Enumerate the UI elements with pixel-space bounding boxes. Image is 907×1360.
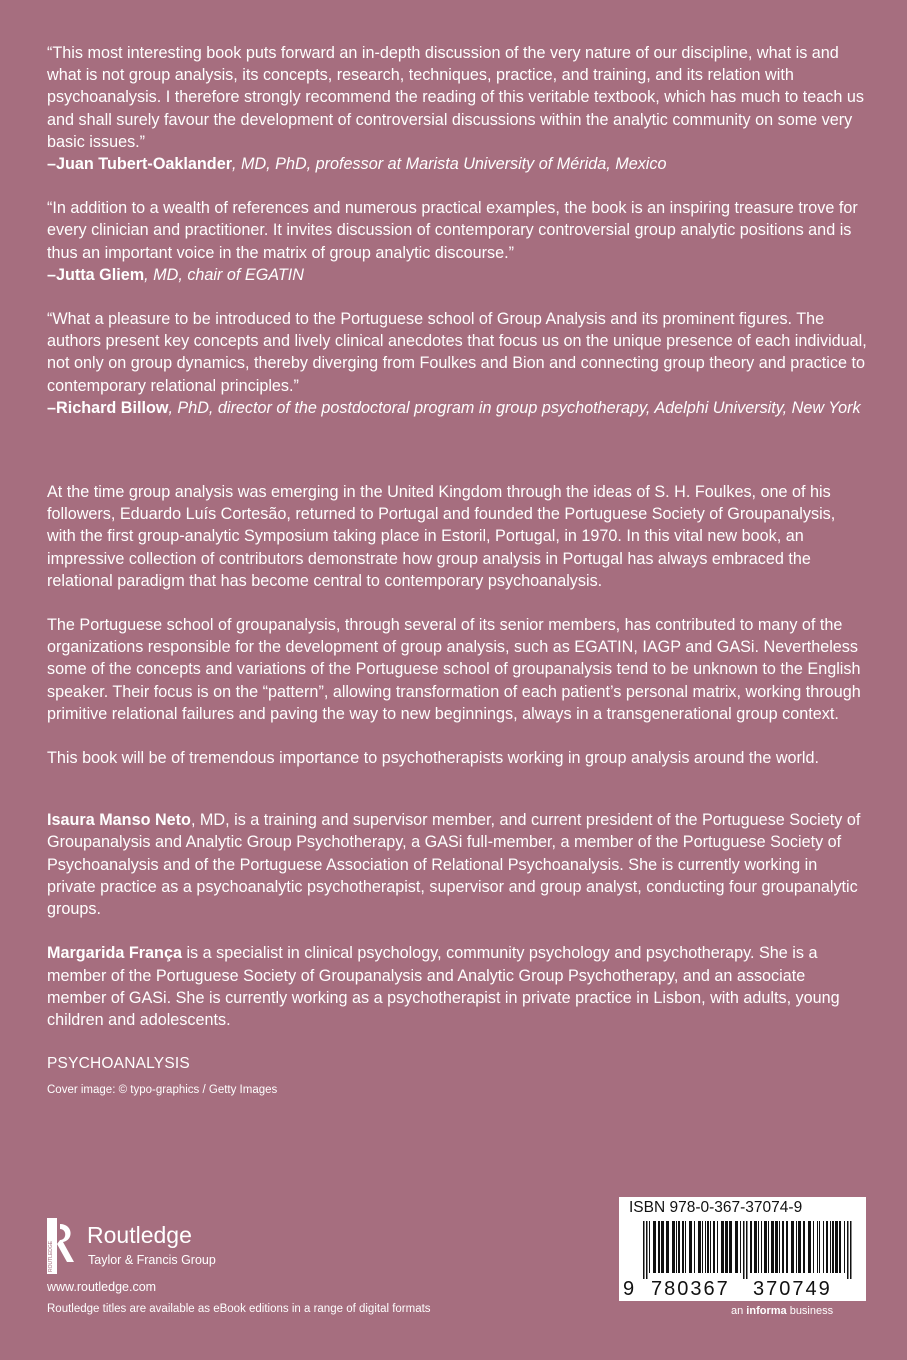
author-bio-1 <box>47 809 867 920</box>
barcode-bar <box>808 1221 811 1273</box>
barcode-bar <box>729 1221 732 1273</box>
barcode-bar <box>678 1221 680 1273</box>
barcode-bar <box>768 1221 769 1273</box>
barcode-bar <box>803 1221 805 1273</box>
publisher-group: Taylor & Francis Group <box>88 1253 216 1267</box>
barcode-bar <box>798 1221 801 1273</box>
barcode-bar <box>786 1221 788 1273</box>
barcode-bar <box>771 1221 774 1273</box>
barcode-bar <box>661 1221 664 1273</box>
informa-prefix: an <box>731 1305 747 1317</box>
endorser-credentials: , MD, PhD, professor at Marista University of Mérida, Mexico <box>232 155 667 174</box>
informa-tagline <box>731 1305 833 1317</box>
endorsement-2 <box>47 197 867 286</box>
barcode-bar <box>646 1221 648 1279</box>
cover-credit: Cover image: © typo-graphics / Getty Images <box>47 1084 278 1097</box>
barcode-bar <box>819 1221 820 1273</box>
author-bio-text: is a specialist in clinical psychology, community psychology and psychotherapy. She is a member of the Portuguese Society of Groupanalysis and Analytic Group Psychotherapy, and an associate member of GASi. She is currently working as a psychotherapist in private practice in Lisbon, with adults, young children and adolescents. <box>47 944 840 1029</box>
endorsement-text: “What a pleasure to be introduced to the Portuguese school of Group Analysis and its prominent figures. The authors present key concepts and lively clinical anecdotes that focus us on the unique presence of each individual, not only on group dynamics, thereby diverging from Foulkes and Bion and connecting group theory and practice to contemporary relational principles.” <box>47 310 867 395</box>
endorsement-text: “In addition to a wealth of references and numerous practical examples, the book is an inspiring treasure trove for every clinician and practitioner. It invites discussion of contemporary controversial group analytic positions and is thus an important voice in the matrix of group analytic discourse.” <box>47 199 858 262</box>
barcode-bar <box>754 1221 757 1273</box>
author-name: Margarida França <box>47 944 182 963</box>
endorsement-attribution <box>47 397 867 419</box>
routledge-r-icon <box>47 1218 75 1274</box>
barcode-bar <box>676 1221 677 1273</box>
barcode-bar <box>791 1221 794 1273</box>
barcode-bar <box>694 1221 695 1273</box>
barcode-bar <box>796 1221 797 1273</box>
barcode-bar <box>682 1221 684 1273</box>
barcode-bar <box>764 1221 767 1273</box>
barcode-bar <box>761 1221 762 1273</box>
informa-suffix: business <box>786 1305 834 1317</box>
back-cover-text <box>47 42 867 1102</box>
barcode-bar <box>702 1221 703 1273</box>
description-paragraph-2: The Portuguese school of groupanalysis, through several of its senior members, has contributed to many of the organizations responsible for the development of group analysis, such as EGATIN, IAGP and GASi. Nevertheless some of the concepts and variations of the Portuguese school of groupanalysis tend to be unknown to the English speaker. Their focus is on the “pattern”, allowing transformation of each patient’s personal matrix, working through primitive relational failures and paving the way to new beginnings, always in a transgenerational group context. <box>47 616 861 723</box>
barcode-bar <box>844 1221 845 1273</box>
barcode-bar <box>850 1221 852 1279</box>
endorser-name: –Jutta Gliem <box>47 265 145 284</box>
barcode-bar <box>689 1221 692 1273</box>
barcode-bar <box>847 1221 849 1279</box>
barcode-bar <box>685 1221 686 1273</box>
endorsement-1 <box>47 42 867 175</box>
endorser-credentials: , MD, chair of EGATIN <box>144 265 304 284</box>
barcode-bar <box>826 1221 828 1273</box>
barcode-bar <box>813 1221 814 1273</box>
endorsement-text: “This most interesting book puts forward an in-depth discussion of the very nature of our discipline, what is and what is not group analysis, its concepts, research, techniques, practice, and training, and its relation with psychoanalysis. I therefore strongly recommend the reading of this veritable textbook, which has much to teach us and shall surely favour the development of controversial discussions within the analytic community on some very basic issues.” <box>47 44 864 151</box>
barcode-bar <box>750 1221 752 1273</box>
publisher-url: www.routledge.com <box>47 1280 157 1294</box>
description-paragraph-3: This book will be of tremendous importance to psychotherapists working in group analysis around the world. <box>47 749 820 768</box>
barcode-bars <box>619 1221 866 1299</box>
barcode-bar <box>717 1221 718 1273</box>
routledge-mark-text: ROUTLEDGE <box>48 1240 54 1272</box>
barcode-bar <box>658 1221 660 1273</box>
barcode-bar <box>839 1221 841 1273</box>
barcode-bar <box>775 1221 778 1273</box>
barcode-bar <box>743 1221 745 1279</box>
endorsement-attribution <box>47 264 867 286</box>
barcode-bar <box>835 1221 838 1273</box>
barcode-bar <box>832 1221 834 1273</box>
barcode-bar <box>823 1221 824 1273</box>
barcode-bar <box>725 1221 728 1273</box>
barcode-bar <box>721 1221 724 1273</box>
barcode-digits-right: 370749 <box>753 1278 832 1299</box>
informa-brand: informa <box>746 1305 787 1317</box>
ebook-note: Routledge titles are available as eBook editions in a range of digital formats <box>47 1303 431 1315</box>
barcode-bar <box>707 1221 709 1273</box>
author-bio-text: , MD, is a training and supervisor member, and current president of the Portuguese Society of Groupanalysis and Analytic Group Psychotherapy, a GASi full-member, a member of the Portuguese Society of Psychoanalysis and of the Portuguese Association of Relational Psychoanalysis. She is currently working in private practice as a psychoanalytic psychotherapist, supervisor and group analyst, conducting four groupanalytic groups. <box>47 811 861 919</box>
barcode-bar <box>713 1221 715 1273</box>
barcode-bar <box>830 1221 831 1273</box>
author-bio-2 <box>47 942 867 1031</box>
barcode-bar <box>779 1221 780 1273</box>
barcode-bar <box>782 1221 784 1273</box>
routledge-logo <box>47 1218 307 1278</box>
endorsement-3 <box>47 308 867 419</box>
isbn-label: ISBN 978-0-367-37074-9 <box>629 1199 803 1216</box>
barcode-bar <box>817 1221 818 1273</box>
barcode-bar <box>698 1221 701 1273</box>
barcode-bar <box>740 1221 741 1273</box>
barcode-digits-left: 780367 <box>651 1278 730 1299</box>
description-paragraph-1: At the time group analysis was emerging in the United Kingdom through the ideas of S. H. Foulkes, one of his followers, Eduardo Luís Cortesão, returned to Portugal and founded the Portuguese Society of Groupanalysis, with the first group-analytic Symposium taking place in Estoril, Portugal, in 1970. In this vital new book, an impressive collection of contributors demonstrate how group analysis in Portugal has always embraced the relational paradigm that has become central to contemporary psychoanalysis. <box>47 483 836 590</box>
endorser-name: –Richard Billow <box>47 398 169 417</box>
barcode-bar <box>666 1221 669 1273</box>
endorser-credentials: , PhD, director of the postdoctoral program in group psychotherapy, Adelphi University, New York <box>168 398 861 417</box>
barcode-bar <box>735 1221 738 1273</box>
barcode-bar <box>672 1221 675 1273</box>
publisher-name: Routledge <box>87 1222 192 1248</box>
barcode-digit-prefix: 9 <box>623 1278 635 1299</box>
barcode-bar <box>643 1221 645 1279</box>
isbn-barcode <box>619 1197 866 1301</box>
barcode-bar <box>710 1221 711 1273</box>
barcode-bar <box>746 1221 748 1279</box>
author-name: Isaura Manso Neto <box>47 811 191 830</box>
endorser-name: –Juan Tubert-Oaklander <box>47 155 233 174</box>
subject-category: PSYCHOANALYSIS <box>47 1055 190 1073</box>
barcode-bar <box>649 1221 650 1273</box>
barcode-bar <box>758 1221 759 1273</box>
barcode-bar <box>705 1221 706 1273</box>
endorsement-attribution <box>47 153 867 175</box>
barcode-bar <box>653 1221 656 1273</box>
